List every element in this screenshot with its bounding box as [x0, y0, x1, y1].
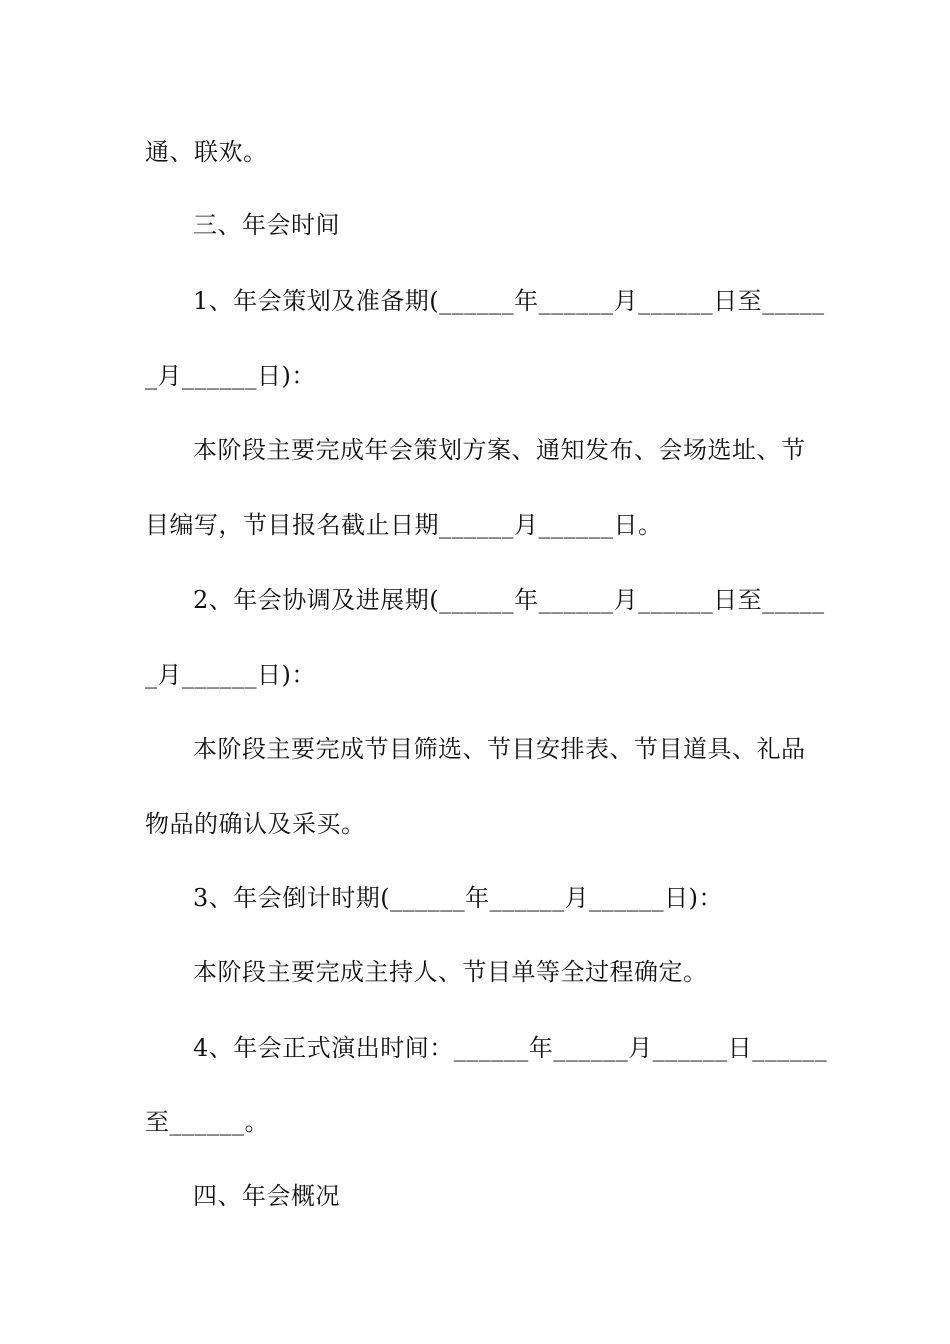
section-heading-4: 四、年会概况: [193, 1182, 340, 1210]
text-line-9: 本阶段主要完成节目筛选、节目安排表、节目道具、礼品: [193, 735, 806, 763]
text-line-13: 4、年会正式演出时间：______年______月______日______: [193, 1034, 828, 1062]
text-line-12: 本阶段主要完成主持人、节目单等全过程确定。: [193, 958, 708, 986]
text-line-8: _月______日)：: [145, 661, 316, 689]
text-line-6: 目编写，节目报名截止日期______月______日。: [145, 511, 663, 539]
section-heading-3: 三、年会时间: [193, 211, 340, 239]
text-line-14: 至______。: [145, 1108, 269, 1136]
text-line-3: 1、年会策划及准备期(______年______月______日至_____: [193, 287, 825, 315]
text-line-7: 2、年会协调及进展期(______年______月______日至_____: [193, 586, 825, 614]
text-line-11: 3、年会倒计时期(______年______月______日)：: [193, 884, 723, 912]
text-line-1: 通、联欢。: [145, 138, 268, 166]
text-line-4: _月______日)：: [145, 362, 316, 390]
text-line-5: 本阶段主要完成年会策划方案、通知发布、会场选址、节: [193, 436, 806, 464]
text-line-10: 物品的确认及采买。: [145, 810, 366, 838]
